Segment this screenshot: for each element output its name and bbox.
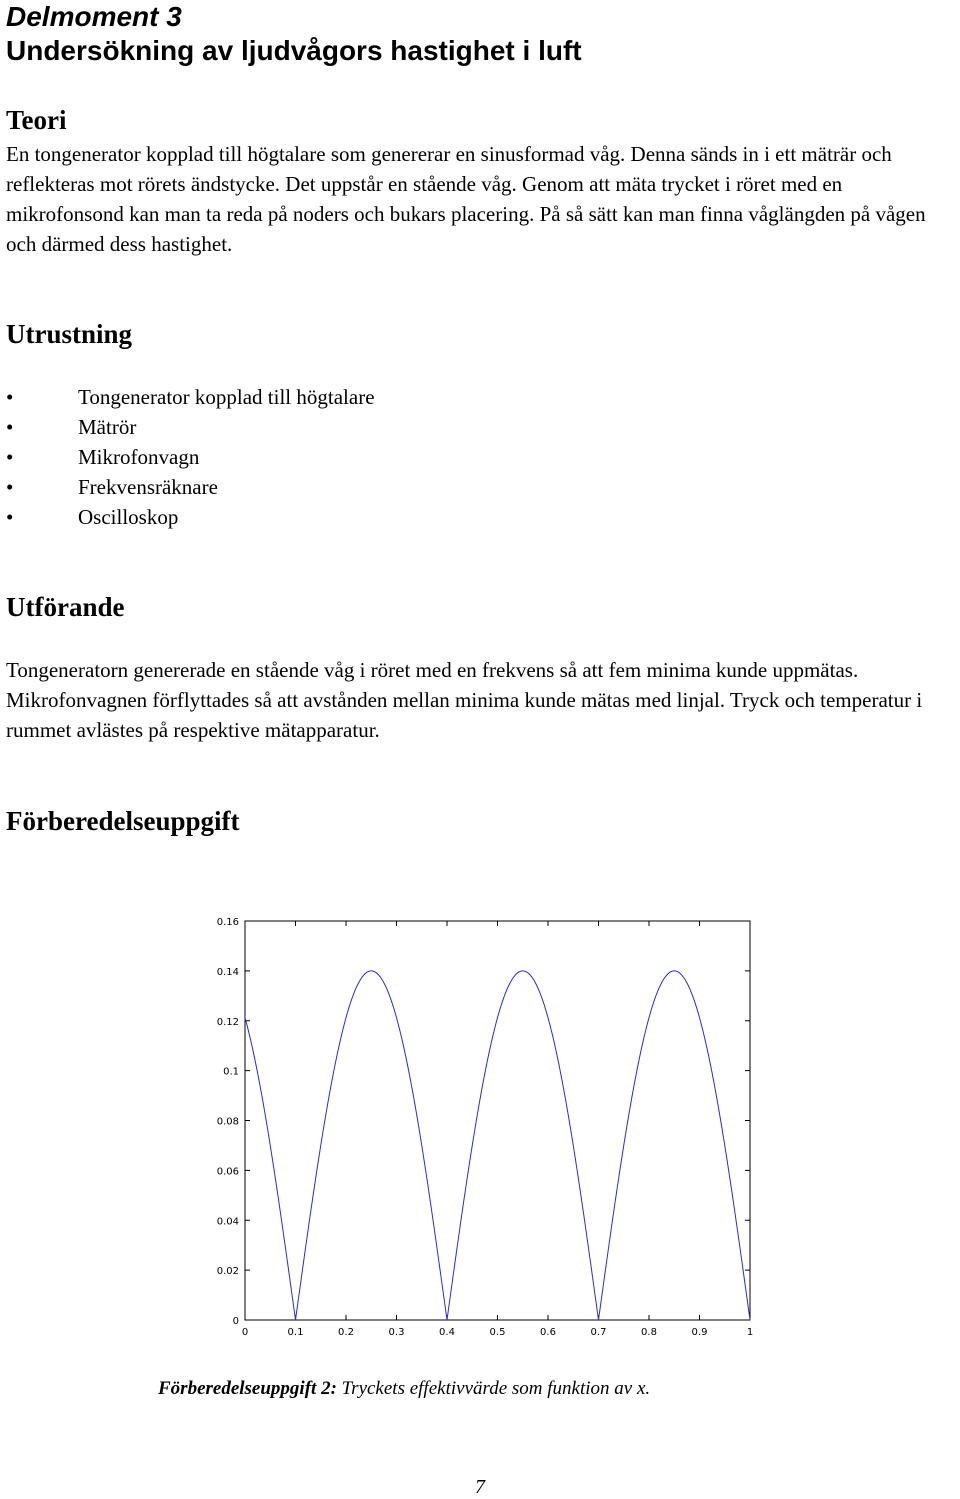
x-tick-label: 0.4: [439, 1327, 455, 1338]
x-tick-label: 0.8: [641, 1327, 657, 1338]
x-tick-label: 0: [241, 1327, 249, 1338]
list-item-label: Frekvensräknare: [78, 475, 218, 499]
y-tick-label: 0.1: [223, 1066, 239, 1078]
bullet-icon: •: [6, 385, 14, 409]
y-tick-label: 0.08: [216, 1116, 239, 1128]
page-number: 7: [475, 1476, 485, 1498]
caption-text: Tryckets effektivvärde som funktion av x.: [336, 1378, 651, 1399]
teori-text: En tongenerator kopplad till högtalare som genererar en sinusformad våg. Denna sänds in i ett mäträr och reflekteras mot rörets ändstycke. Det uppstår en stående våg. Genom att mäta trycket i röret med en mikrofonsond kan man ta reda på noders och bukars placering. På så sätt kan man finna våglängden på vågen och därmed dess hastighet.: [6, 142, 926, 256]
bullet-icon: •: [6, 445, 14, 469]
list-item-label: Mikrofonvagn: [78, 445, 200, 469]
page-title: Undersökning av ljudvågors hastighet i luft: [6, 35, 582, 66]
x-tick-label: 0.6: [540, 1327, 556, 1338]
y-tick-label: 0.12: [216, 1016, 239, 1028]
y-tick-label: 0.04: [216, 1216, 239, 1228]
bullet-icon: •: [6, 505, 14, 529]
moment-label: Delmoment 3: [6, 1, 182, 32]
list-item: [0, 502, 375, 532]
equipment-list: [0, 382, 375, 532]
x-tick-label: 0.1: [287, 1327, 304, 1338]
x-tick-label: 0.9: [691, 1327, 708, 1338]
utforande-heading: Utförande: [6, 592, 125, 622]
bullet-icon: •: [6, 475, 14, 499]
bullet-icon: •: [6, 415, 14, 439]
x-tick-label: 0.2: [338, 1327, 354, 1338]
pressure-chart: [0, 900, 960, 1360]
list-item: [0, 382, 375, 412]
list-item: [0, 412, 375, 442]
utforande-text: Tongeneratorn genererade en stående våg i röret med en frekvens så att fem minima kunde uppmätas. Mikrofonvagnen förflyttades så att avstånden mellan minima kunde mätas med linjal. Tryck och temperatur i rummet avlästes på respektive mätapparatur.: [6, 658, 923, 742]
x-tick-label: 1: [746, 1327, 754, 1338]
forberedelse-heading: Förberedelseuppgift: [6, 806, 240, 836]
x-tick-label: 0.7: [590, 1327, 607, 1338]
list-item-label: Tongenerator kopplad till högtalare: [78, 385, 375, 409]
list-item: [0, 472, 375, 502]
list-item-label: Mätrör: [78, 415, 137, 439]
y-tick-label: 0.02: [216, 1266, 239, 1278]
plot-frame: [245, 921, 750, 1320]
figure-caption: [158, 1374, 650, 1404]
list-item-label: Oscilloskop: [78, 505, 179, 529]
caption-label: Förberedelseuppgift 2:: [158, 1378, 337, 1399]
y-tick-label: 0.06: [216, 1166, 239, 1178]
utrustning-heading: Utrustning: [6, 319, 133, 349]
y-tick-label: 0.16: [216, 917, 239, 928]
series-line: [245, 971, 750, 1320]
y-tick-label: 0.14: [216, 966, 239, 978]
x-tick-label: 0.3: [388, 1327, 405, 1338]
x-tick-label: 0.5: [489, 1327, 506, 1338]
y-tick-label: 0: [232, 1316, 239, 1327]
teori-heading: Teori: [6, 105, 67, 135]
list-item: [0, 442, 375, 472]
